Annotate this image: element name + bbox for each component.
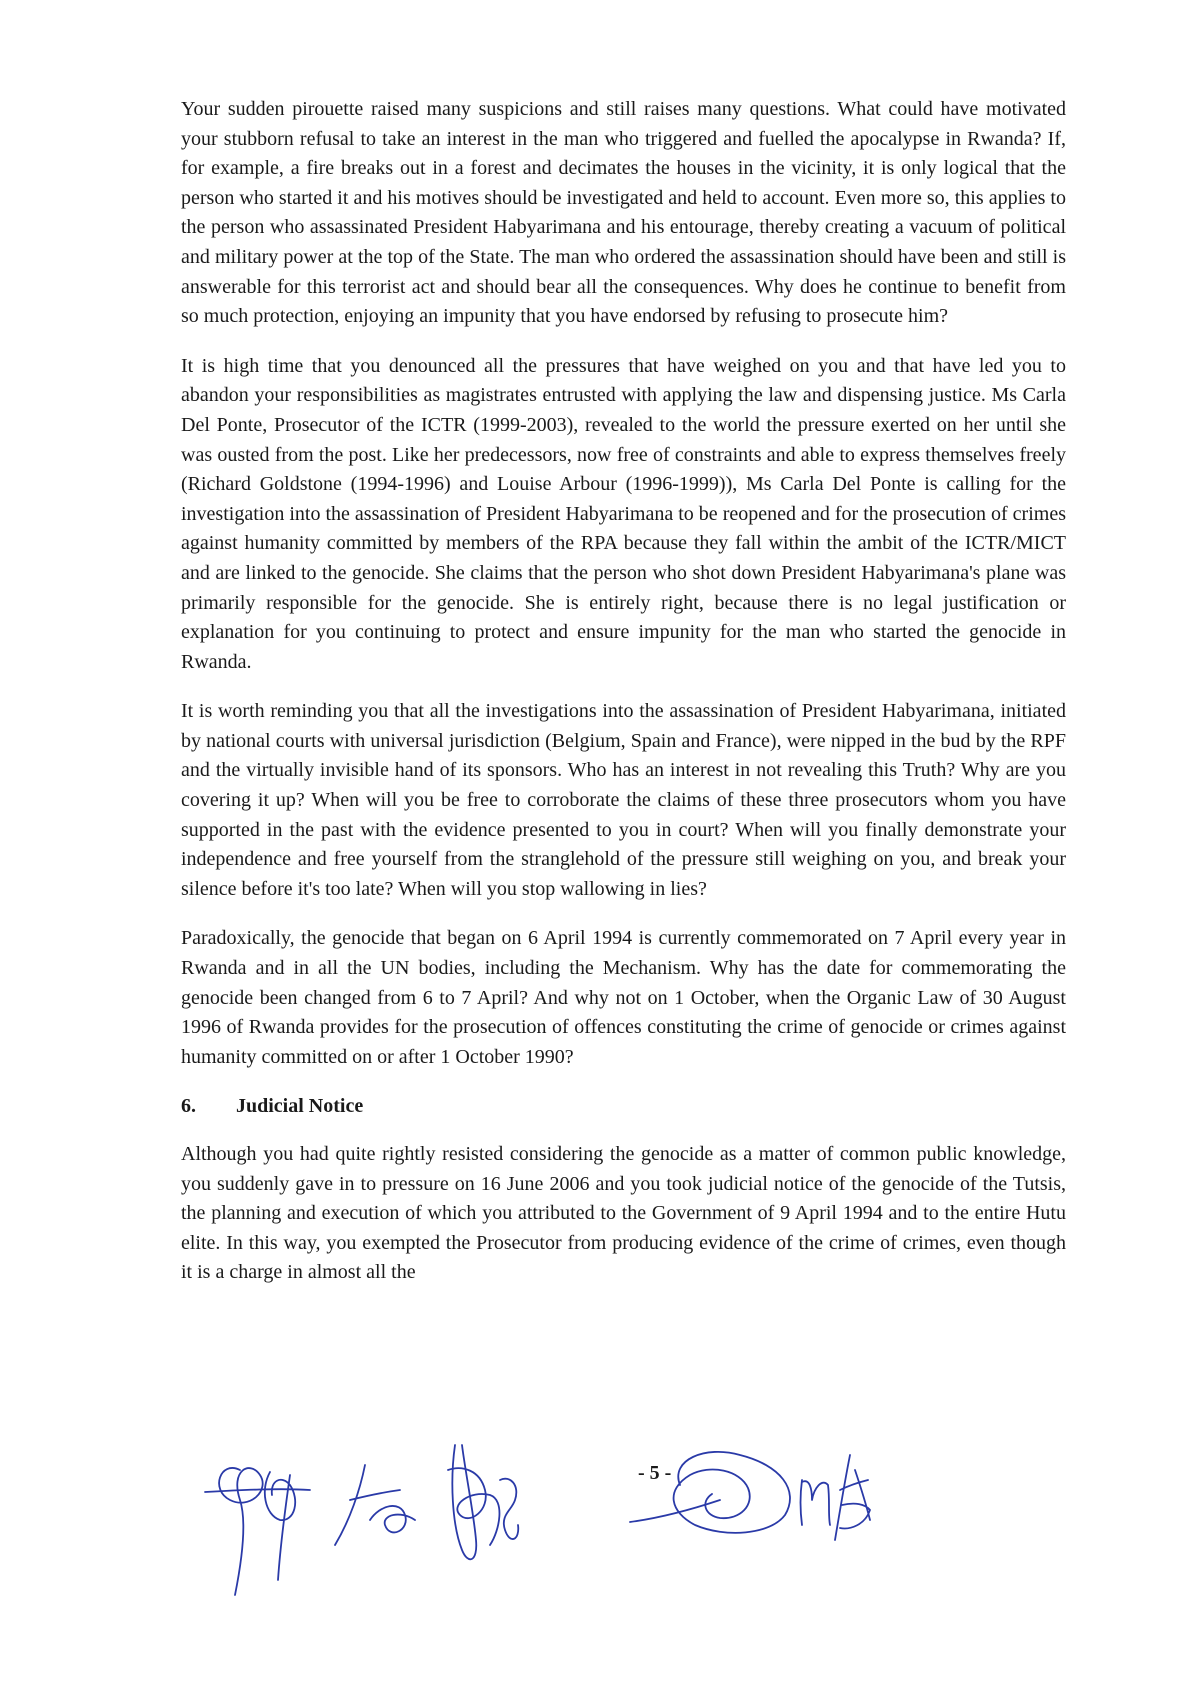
signature-3 (448, 1445, 518, 1559)
section-number: 6. (181, 1095, 196, 1118)
page-number: - 5 - (638, 1462, 672, 1484)
signature-2 (335, 1465, 415, 1545)
paragraph-3: It is worth reminding you that all the investigations into the assassination of President Habyarimana, initiated by national courts with universal jurisdiction (Belgium, Spain and France), were nipped in the bud by the RPF and the virtually invisible hand of its sponsors. Who has an interest in not revealing this Truth? Why are you covering it up? When will you be free to corroborate the claims of these three prosecutors whom you have supported in the past with the evidence presented to you in court? When will you finally demonstrate your independence and free yourself from the stranglehold of the pressure still weighing on you, and break your silence before it's too late? When will you stop wallowing in lies? (181, 700, 1066, 900)
signatures-drawing (200, 1430, 960, 1610)
paragraph-1: Your sudden pirouette raised many suspicions and still raises many questions. What could have motivated your stubborn refusal to take an interest in the man who triggered and fuelled the apocalypse in Rwanda? If, for example, a fire breaks out in a forest and decimates the houses in the vicinity, it is only logical that the person who started it and his motives should be investigated and held to account. Even more so, this applies to the person who assassinated President Habyarimana and his entourage, thereby creating a vacuum of political and military power at the top of the State. The man who ordered the assassination should have been and still is answerable for this terrorist act and should bear all the consequences. Why does he continue to benefit from so much protection, enjoying an impunity that you have endorsed by refusing to prosecute him? (181, 98, 1066, 328)
signatures (200, 1430, 960, 1610)
section-heading (181, 1092, 1066, 1122)
signature-1 (205, 1468, 310, 1595)
paragraph-2: It is high time that you denounced all the pressures that have weighed on you and that have led you to abandon your responsibilities as magistrates entrusted with applying the law and dispensing justice. Ms Carla Del Ponte, Prosecutor of the ICTR (1999-2003), revealed to the world the pressure exerted on her until she was ousted from the post. Like her predecessors, now free of constraints and able to express themselves freely (Richard Goldstone (1994-1996) and Louise Arbour (1996-1999)), Ms Carla Del Ponte is calling for the investigation into the assassination of President Habyarimana to be reopened and for the prosecution of crimes against humanity committed by members of the RPA because they fall within the ambit of the ICTR/MICT and are linked to the genocide. She claims that the person who shot down President Habyarimana's plane was primarily responsible for the genocide. She is entirely right, because there is no legal justification or explanation for you continuing to protect and ensure impunity for the man who started the genocide in Rwanda. (181, 354, 1066, 673)
paragraph-5: Although you had quite rightly resisted considering the genocide as a matter of common public knowledge, you suddenly gave in to pressure on 16 June 2006 and you took judicial notice of the genocide of the Tutsis, the planning and execution of which you attributed to the Government of 9 April 1994 and to the entire Hutu elite. In this way, you exempted the Prosecutor from producing evidence of the crime of crimes, even though it is a charge in almost all the (181, 1143, 1066, 1284)
document-body (181, 95, 1066, 1308)
signature-5 (801, 1455, 871, 1540)
signature-4 (630, 1452, 790, 1533)
paragraph-4: Paradoxically, the genocide that began on 6 April 1994 is currently commemorated on 7 April every year in Rwanda and in all the UN bodies, including the Mechanism. Why has the date for commemorating the genocide been changed from 6 to 7 April? And why not on 1 October, when the Organic Law of 30 August 1996 of Rwanda provides for the prosecution of offences constituting the crime of genocide or crimes against humanity committed on or after 1 October 1990? (181, 927, 1066, 1068)
section-title: Judicial Notice (236, 1095, 364, 1118)
